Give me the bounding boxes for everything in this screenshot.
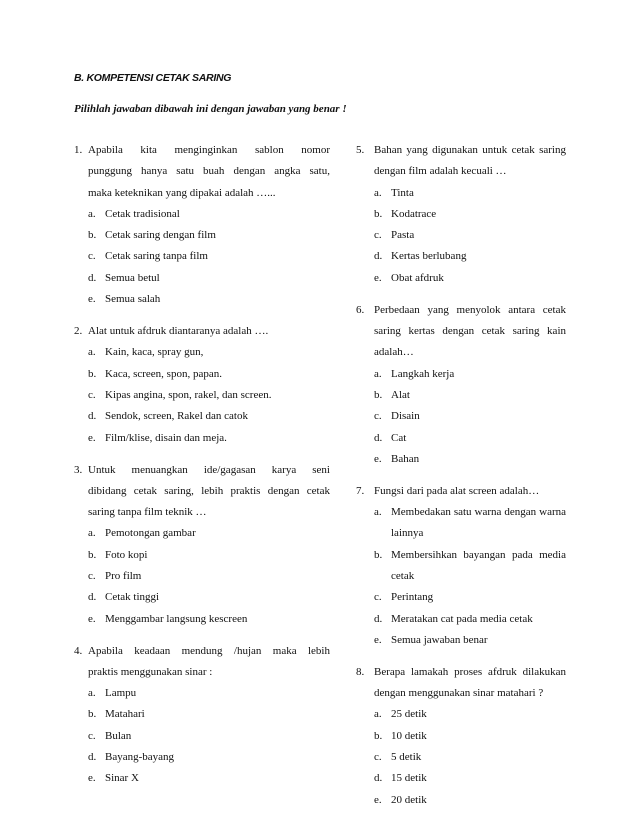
question-text: Perbedaan yang menyolok antara cetak xyxy=(374,303,566,316)
option-text: Alat xyxy=(391,388,410,401)
answer-option[interactable] xyxy=(356,587,566,608)
option-letter: c. xyxy=(374,229,382,242)
question-text: Bahan yang digunakan untuk cetak saring xyxy=(374,144,566,156)
option-text: Membersihkan bayangan pada media xyxy=(391,548,566,561)
question-text-line: saring tanpa film teknik … xyxy=(88,506,207,519)
answer-option[interactable] xyxy=(356,183,566,204)
option-text: Disain xyxy=(391,410,420,423)
option-text: Bayang-bayang xyxy=(105,751,175,764)
option-letter: b. xyxy=(374,388,383,401)
option-text: Cetak saring dengan film xyxy=(105,229,216,242)
question-number: 4. xyxy=(74,644,83,657)
option-letter: e. xyxy=(88,431,96,444)
option-letter: d. xyxy=(374,250,383,263)
option-text: Kodatrace xyxy=(391,207,437,220)
question-stem xyxy=(356,662,566,683)
section-heading: B. KOMPETENSI CETAK SARING xyxy=(74,72,232,84)
answer-option[interactable] xyxy=(74,406,330,427)
answer-option[interactable] xyxy=(74,566,330,587)
answer-option[interactable] xyxy=(356,428,566,449)
option-letter: a. xyxy=(374,186,382,199)
question-stem xyxy=(74,641,330,662)
question-stem xyxy=(74,460,330,481)
answer-option[interactable] xyxy=(356,385,566,406)
answer-option[interactable] xyxy=(74,747,330,768)
answer-option[interactable] xyxy=(356,790,566,811)
option-letter: a. xyxy=(88,346,96,359)
option-text: Matahari xyxy=(105,708,145,721)
option-text: Film/klise, disain dan meja. xyxy=(105,431,227,444)
option-letter: a. xyxy=(374,367,382,380)
answer-option[interactable] xyxy=(74,204,330,225)
option-letter: d. xyxy=(88,271,97,284)
option-letter: b. xyxy=(374,548,383,561)
option-letter: e. xyxy=(88,612,96,625)
answer-option[interactable] xyxy=(356,609,566,630)
answer-option[interactable] xyxy=(356,204,566,225)
option-letter: d. xyxy=(374,772,383,785)
option-letter: c. xyxy=(88,729,96,742)
option-letter: b. xyxy=(88,229,97,242)
option-letter: b. xyxy=(374,729,383,742)
option-text: Kaca, screen, spon, papan. xyxy=(105,367,222,380)
instruction-text: Pilihlah jawaban dibawah ini dengan jawaban yang benar ! xyxy=(74,103,347,115)
question-stem xyxy=(356,140,566,161)
option-text: Meratakan cat pada media cetak xyxy=(391,612,533,625)
question-text: Apabila keadaan mendung /hujan maka lebih xyxy=(88,644,330,657)
question-text-line: dibidang cetak saring, lebih praktis dengan cetak xyxy=(88,484,330,497)
option-text: Tinta xyxy=(391,186,414,199)
option-letter: d. xyxy=(374,431,383,444)
option-text: 20 detik xyxy=(391,793,427,806)
option-letter: c. xyxy=(88,388,96,401)
question-number: 7. xyxy=(356,484,365,497)
question-6 xyxy=(356,300,566,470)
answer-option[interactable] xyxy=(74,385,330,406)
option-letter: a. xyxy=(88,527,96,540)
question-text-line: dengan film adalah kecuali … xyxy=(374,165,507,178)
question-number: 3. xyxy=(74,463,83,476)
option-letter: a. xyxy=(374,708,382,721)
option-text: Cetak tradisional xyxy=(105,207,180,220)
answer-option[interactable] xyxy=(356,268,566,289)
option-text: Perintang xyxy=(391,591,434,604)
question-8 xyxy=(356,662,566,811)
answer-option[interactable] xyxy=(356,364,566,385)
right-column xyxy=(356,140,566,811)
option-letter: a. xyxy=(88,687,96,700)
option-text: Cetak tinggi xyxy=(105,591,160,604)
option-text: Bulan xyxy=(105,729,132,742)
option-text: Membedakan satu warna dengan warna xyxy=(391,506,566,519)
option-letter: b. xyxy=(374,207,383,220)
question-number: 5. xyxy=(356,144,365,156)
option-text: 10 detik xyxy=(391,729,427,742)
option-text: 25 detik xyxy=(391,708,427,721)
answer-option[interactable] xyxy=(74,683,330,704)
question-number: 6. xyxy=(356,303,365,316)
question-number: 8. xyxy=(356,665,365,678)
option-letter: e. xyxy=(374,793,382,806)
question-number: 2. xyxy=(74,325,83,338)
option-text: 15 detik xyxy=(391,772,427,785)
answer-option[interactable] xyxy=(74,225,330,246)
answer-option[interactable] xyxy=(356,502,566,523)
answer-option[interactable] xyxy=(74,704,330,725)
option-text: Lampu xyxy=(105,687,137,700)
option-letter: b. xyxy=(88,708,97,721)
option-letter: d. xyxy=(88,410,97,423)
question-7 xyxy=(356,481,566,651)
question-text-line: adalah… xyxy=(374,346,414,359)
option-text: Semua jawaban benar xyxy=(391,633,488,646)
question-text-line: maka keteknikan yang dipakai adalah …... xyxy=(88,186,276,199)
answer-option[interactable] xyxy=(74,289,330,310)
option-text-line: cetak xyxy=(391,570,415,583)
option-text: Langkah kerja xyxy=(391,367,455,380)
answer-option[interactable] xyxy=(356,406,566,427)
option-letter: e. xyxy=(88,772,96,785)
question-text-line: saring kertas dengan cetak saring kain xyxy=(374,325,566,338)
option-text: Kipas angina, spon, rakel, dan screen. xyxy=(105,388,272,401)
question-text: Alat untuk afdruk diantaranya adalah …. xyxy=(88,325,269,338)
option-letter: b. xyxy=(88,367,97,380)
option-text: Kain, kaca, spray gun, xyxy=(105,346,204,359)
question-stem xyxy=(356,300,566,321)
option-text: Obat afdruk xyxy=(391,271,444,284)
option-text-line: lainnya xyxy=(391,527,424,540)
answer-option[interactable] xyxy=(356,747,566,768)
option-letter: c. xyxy=(374,410,382,423)
answer-option[interactable] xyxy=(356,630,566,651)
answer-option[interactable] xyxy=(74,768,330,789)
option-text: Pemotongan gambar xyxy=(105,527,196,540)
answer-option[interactable] xyxy=(74,609,330,630)
option-text: Pasta xyxy=(391,229,415,242)
question-stem xyxy=(356,481,566,502)
answer-option[interactable] xyxy=(74,523,330,544)
option-text: Pro film xyxy=(105,570,142,583)
option-letter: e. xyxy=(88,293,96,306)
answer-option[interactable] xyxy=(74,587,330,608)
option-text: 5 detik xyxy=(391,751,422,764)
option-text: Cetak saring tanpa film xyxy=(105,250,208,263)
question-stem xyxy=(74,140,330,161)
option-text: Menggambar langsung kescreen xyxy=(105,612,248,625)
option-letter: a. xyxy=(88,207,96,220)
answer-option[interactable] xyxy=(356,545,566,566)
answer-option[interactable] xyxy=(74,246,330,267)
option-text: Cat xyxy=(391,431,407,444)
question-text: Untuk menuangkan ide/gagasan karya seni xyxy=(88,463,330,476)
question-3 xyxy=(74,460,330,630)
option-letter: a. xyxy=(374,506,382,519)
question-text: Apabila kita menginginkan sablon nomor xyxy=(88,144,330,156)
option-text: Semua betul xyxy=(105,271,160,284)
option-letter: c. xyxy=(88,570,96,583)
option-letter: d. xyxy=(374,612,383,625)
question-text-line: dengan menggunakan sinar matahari ? xyxy=(374,687,544,700)
question-2 xyxy=(74,321,330,449)
option-letter: e. xyxy=(374,452,382,465)
question-5 xyxy=(356,140,566,289)
option-letter: e. xyxy=(374,271,382,284)
option-text: Foto kopi xyxy=(105,548,148,561)
answer-option[interactable] xyxy=(356,225,566,246)
question-text-line: praktis menggunakan sinar : xyxy=(88,665,213,678)
answer-option[interactable] xyxy=(356,449,566,470)
left-column xyxy=(74,140,330,790)
question-number: 1. xyxy=(74,144,83,156)
question-text-line: punggung hanya satu buah dengan angka satu, xyxy=(88,165,330,178)
option-letter: c. xyxy=(374,751,382,764)
option-text: Bahan xyxy=(391,452,420,465)
option-text: Semua salah xyxy=(105,293,161,306)
question-stem xyxy=(74,321,330,342)
option-text: Sendok, screen, Rakel dan catok xyxy=(105,410,248,423)
option-letter: c. xyxy=(374,591,382,604)
question-1 xyxy=(74,140,330,310)
answer-option[interactable] xyxy=(74,364,330,385)
answer-option[interactable] xyxy=(74,545,330,566)
option-letter: e. xyxy=(374,633,382,646)
answer-option[interactable] xyxy=(356,768,566,789)
answer-option[interactable] xyxy=(356,726,566,747)
question-text: Berapa lamakah proses afdruk dilakukan xyxy=(374,665,566,678)
answer-option[interactable] xyxy=(74,342,330,363)
answer-option[interactable] xyxy=(356,704,566,725)
option-letter: d. xyxy=(88,591,97,604)
question-4 xyxy=(74,641,330,790)
option-text: Kertas berlubang xyxy=(391,250,467,263)
option-letter: c. xyxy=(88,250,96,263)
option-text: Sinar X xyxy=(105,772,139,785)
answer-option[interactable] xyxy=(74,428,330,449)
option-letter: d. xyxy=(88,751,97,764)
answer-option[interactable] xyxy=(356,246,566,267)
answer-option[interactable] xyxy=(74,268,330,289)
option-letter: b. xyxy=(88,548,97,561)
question-text: Fungsi dari pada alat screen adalah… xyxy=(374,484,540,497)
answer-option[interactable] xyxy=(74,726,330,747)
